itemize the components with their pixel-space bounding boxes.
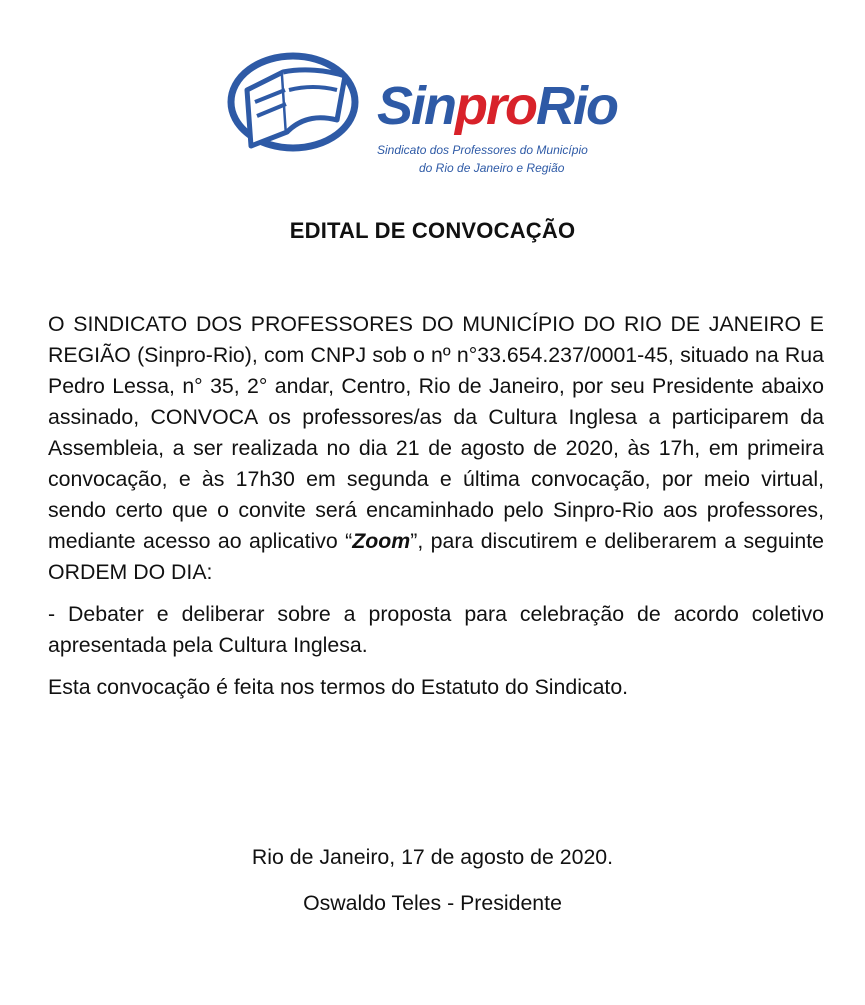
sinpro-rio-logo (225, 48, 645, 183)
brand-pro: pro (455, 76, 537, 136)
place-and-date: Rio de Janeiro, 17 de agosto de 2020. (251, 845, 614, 869)
svg-text:SinproRio (377, 76, 618, 136)
paragraph-text-end: ”, para discutirem e deliberarem a seguinte ORDEM DO DIA: (48, 529, 825, 584)
document-title: EDITAL DE CONVOCAÇÃO (289, 218, 576, 243)
signature: Oswaldo Teles - Presidente (303, 891, 562, 915)
open-book-logo-icon (225, 50, 365, 158)
brand-sin: Sin (377, 76, 456, 136)
sinpro-rio-wordmark (375, 66, 645, 176)
logo-tagline-line1: Sindicato dos Professores do Município (377, 143, 588, 157)
statute-note: Esta convocação é feita nos termos do Estatuto do Sindicato. (48, 675, 629, 699)
document-body (48, 309, 824, 703)
zoom-app-name: Zoom (352, 529, 411, 553)
brand-rio: Rio (536, 76, 618, 136)
logo-tagline-line2: do Rio de Janeiro e Região (419, 161, 565, 175)
paragraph-text-start: O SINDICATO DOS PROFESSORES DO MUNICÍPIO DO RIO DE JANEIRO E REGIÃO (Sinpro-Rio), com CNPJ sob o nº n°33.654.237/0001-45, situado na Rua Pedro Lessa, n° 35, 2° andar, Centro, Rio de Janeiro, por seu Presidente abaixo assinado, CONVOCA os professores/as da Cultura Inglesa a participarem da Assembleia, a ser realizada no dia 21 de agosto de 2020, às 17h, em primeira convocação, e às 17h30 em segunda e última convocação, por meio virtual, sendo certo que o convite será encaminhado pelo Sinpro-Rio aos professores, mediante acesso ao aplicativo “ (48, 312, 824, 553)
agenda-item: - Debater e deliberar sobre a proposta para celebração de acordo coletivo apresentada pela Cultura Inglesa. (48, 602, 824, 657)
convocation-paragraph (48, 309, 824, 588)
